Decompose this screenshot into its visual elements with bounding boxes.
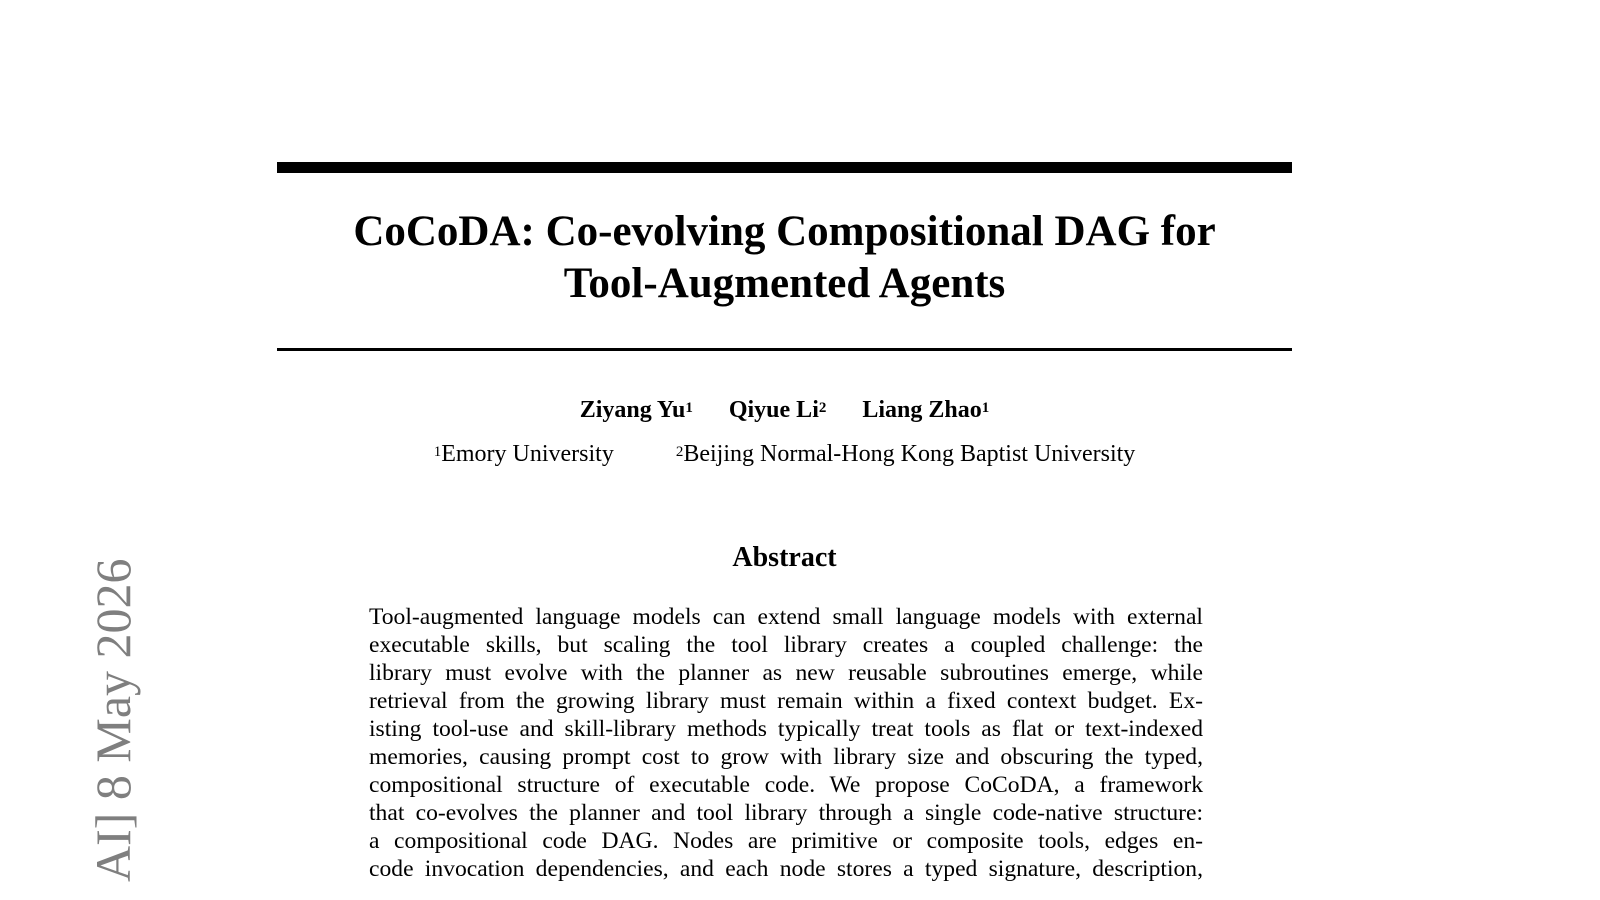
abstract-line: a compositional code DAG. Nodes are primitive or composite tools, edges en- bbox=[369, 828, 1203, 854]
affiliation-list bbox=[277, 438, 1292, 470]
affiliation-name: Emory University bbox=[441, 441, 614, 467]
affiliation-bnu-hkbu bbox=[676, 438, 1135, 470]
arxiv-side-stamp-text: AI] 8 May 2026 bbox=[85, 558, 141, 882]
abstract-heading: Abstract bbox=[732, 542, 837, 573]
affiliation-name: Beijing Normal-Hong Kong Baptist University bbox=[683, 441, 1136, 467]
paper-title-line-1: CoCoDA: Co-evolving Compositional DAG for bbox=[353, 208, 1216, 255]
author-name: Ziyang Yu bbox=[579, 397, 686, 423]
abstract-line: compositional structure of executable code. We propose CoCoDA, a framework bbox=[369, 772, 1203, 798]
affiliation-emory bbox=[434, 438, 614, 470]
author-affiliation-mark: 1 bbox=[685, 400, 693, 416]
abstract-line: library must evolve with the planner as new reusable subroutines emerge, while bbox=[369, 660, 1203, 686]
abstract-body bbox=[369, 603, 1203, 883]
affiliation-mark: 1 bbox=[433, 444, 442, 460]
author-affiliation-mark: 2 bbox=[818, 400, 827, 416]
author-affiliation-mark: 1 bbox=[981, 400, 990, 416]
abstract-line: that co-evolves the planner and tool library through a single code-native structure: bbox=[369, 800, 1203, 826]
paper-title-line-2: Tool-Augmented Agents bbox=[563, 260, 1006, 307]
author-ziyang-yu bbox=[580, 395, 693, 425]
author-liang-zhao bbox=[862, 395, 989, 425]
abstract-line: retrieval from the growing library must remain within a fixed context budget. Ex- bbox=[369, 688, 1203, 714]
paper-title bbox=[277, 206, 1292, 310]
author-name: Liang Zhao bbox=[862, 397, 982, 423]
abstract-line: executable skills, but scaling the tool library creates a coupled challenge: the bbox=[369, 632, 1203, 658]
author-qiyue-li bbox=[729, 395, 827, 425]
title-top-rule bbox=[277, 162, 1292, 173]
abstract-line: memories, causing prompt cost to grow with library size and obscuring the typed, bbox=[369, 744, 1203, 770]
abstract-line: Tool-augmented language models can extend small language models with external bbox=[369, 604, 1203, 630]
author-list bbox=[277, 395, 1292, 425]
author-name: Qiyue Li bbox=[728, 397, 819, 423]
arxiv-side-stamp bbox=[38, 540, 141, 900]
abstract-line: code invocation dependencies, and each node stores a typed signature, description, bbox=[369, 856, 1203, 882]
affiliation-mark: 2 bbox=[675, 444, 684, 460]
abstract-line: isting tool-use and skill-library methods typically treat tools as flat or text-indexed bbox=[369, 716, 1203, 742]
title-bottom-rule bbox=[277, 348, 1292, 351]
